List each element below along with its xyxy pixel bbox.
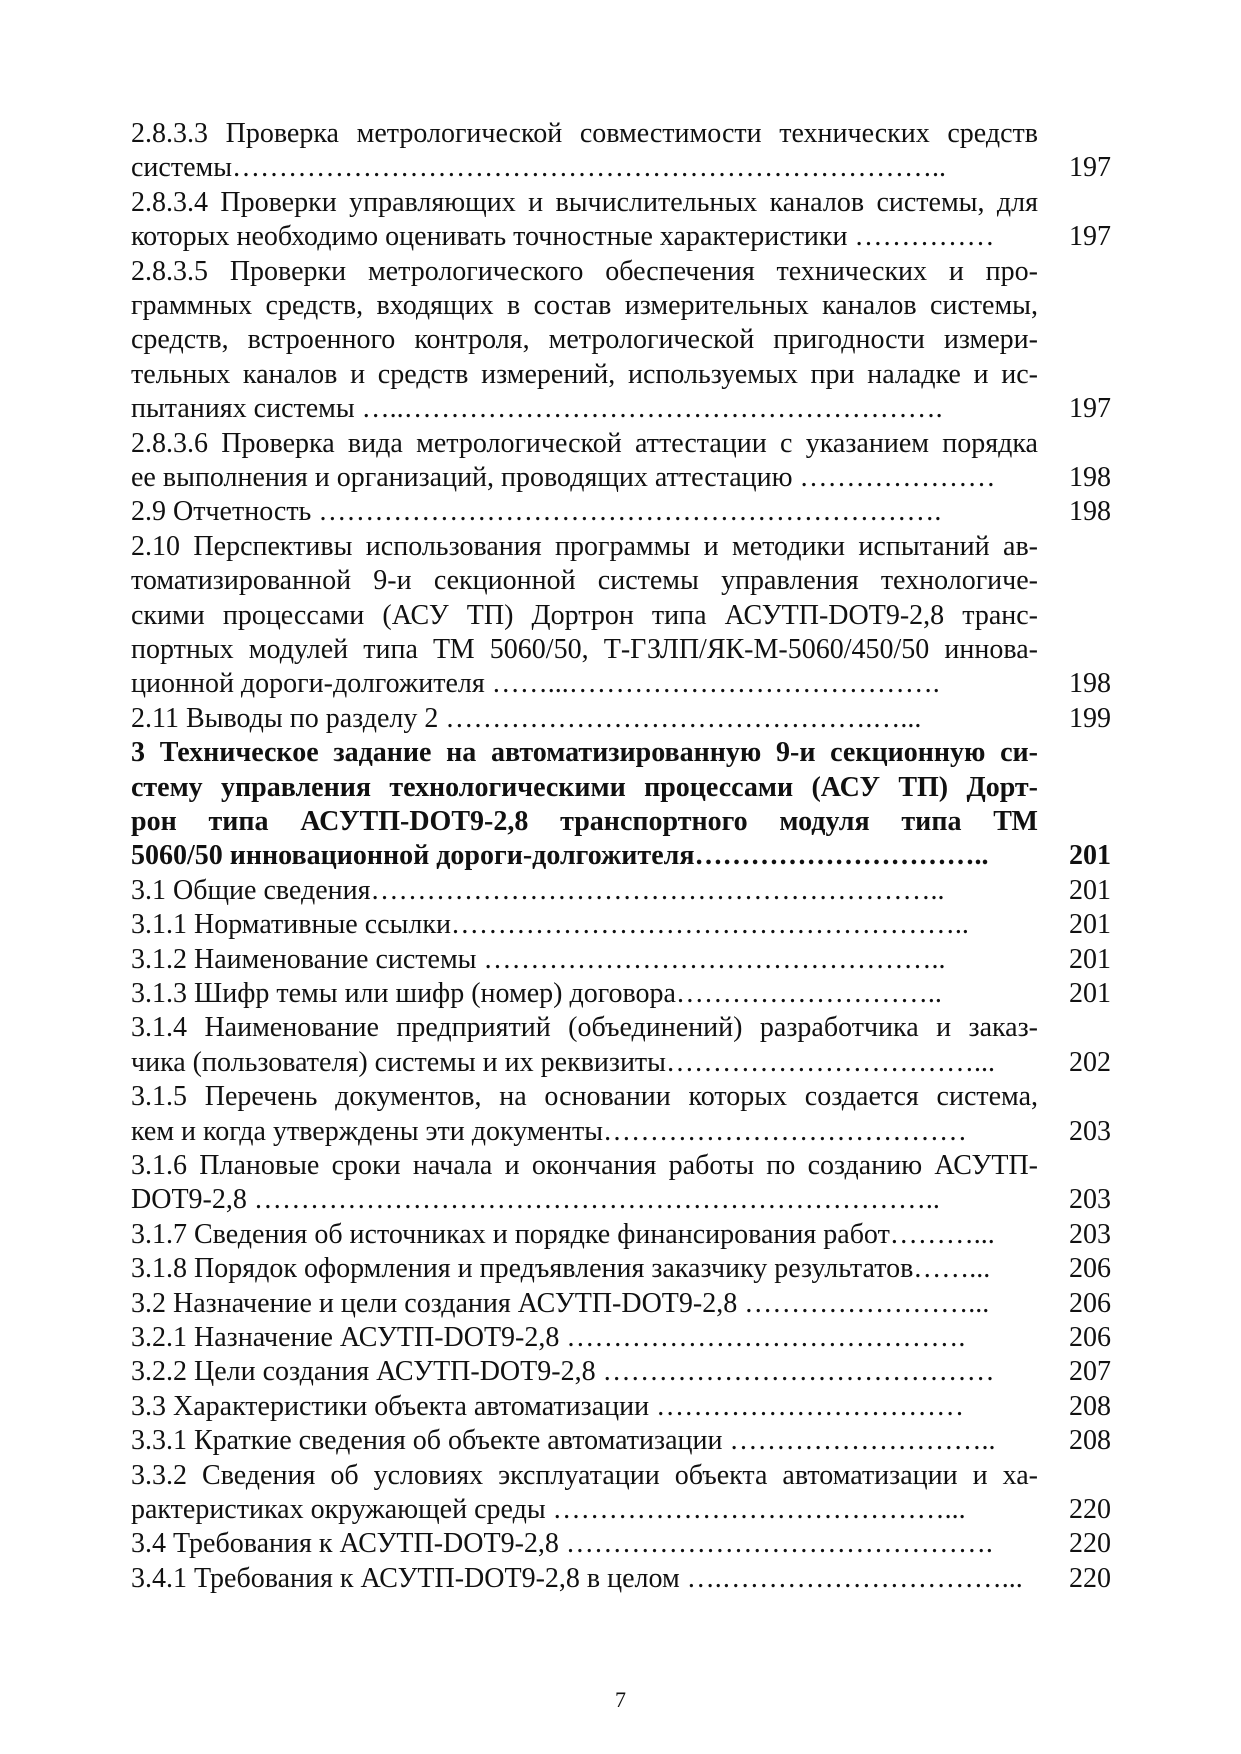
toc-entry	[131, 1424, 1111, 1458]
toc-entry-line: 2.8.3.5 Проверки метрологического обеспечения технических и про-	[131, 255, 1038, 287]
toc-entry	[131, 1390, 1111, 1424]
toc-entry-title	[131, 186, 1038, 255]
toc-entry-page: 201	[1069, 840, 1111, 872]
toc-entry-title	[131, 1149, 1038, 1218]
toc-entry	[131, 255, 1111, 427]
toc-entry-title	[131, 1011, 1038, 1080]
toc-entry-line: 2.10 Перспективы использования программы и методики испытаний ав-	[131, 530, 1038, 562]
toc-entry-line: 3.1.2 Наименование системы …………………………………………..	[131, 943, 946, 975]
toc-entry-page: 198	[1069, 496, 1111, 528]
toc-entry-page: 201	[1069, 909, 1111, 941]
toc-entry-line: 3.1.1 Нормативные ссылки………………………………………………..	[131, 909, 969, 941]
toc-entry-line: 2.11 Выводы по разделу 2 ……………………………………….…...	[131, 702, 922, 734]
toc-entry-page: 201	[1069, 874, 1111, 906]
toc-entry-line: 2.9 Отчетность ………………………………………………………….	[131, 496, 942, 528]
toc-entry-page: 201	[1069, 977, 1111, 1009]
toc-entry-line: 3.4.1 Требования к АСУТП-DOT9-2,8 в целом ….…………………………...	[131, 1562, 1023, 1594]
toc-entry	[131, 1252, 1111, 1286]
toc-entry-page: 201	[1069, 943, 1111, 975]
toc-entry-title	[131, 1459, 1038, 1528]
toc-entry-page: 203	[1069, 1115, 1111, 1147]
toc-entry-page: 206	[1069, 1321, 1111, 1353]
toc-entry-line: 3.2.1 Назначение АСУТП-DOT9-2,8 …………………………………….	[131, 1321, 966, 1353]
toc-entry	[131, 874, 1111, 908]
toc-entry-title	[131, 1355, 1038, 1389]
toc-entry-line: ее выполнения и организаций, проводящих аттестацию …………………	[131, 461, 996, 493]
toc-entry-page: 198	[1069, 668, 1111, 700]
toc-entry-title	[131, 495, 1038, 529]
toc-entry-title	[131, 255, 1038, 427]
toc-entry-title	[131, 1218, 1038, 1252]
toc-entry-title	[131, 530, 1038, 702]
toc-entry	[131, 1562, 1111, 1596]
toc-entry-page: 199	[1069, 702, 1111, 734]
toc-entry	[131, 495, 1111, 529]
toc-entry-line: 3.1.3 Шифр темы или шифр (номер) договора………………………..	[131, 977, 942, 1009]
toc-entry-line: 2.8.3.4 Проверки управляющих и вычислительных каналов системы, для	[131, 186, 1038, 218]
toc-entry-page: 203	[1069, 1218, 1111, 1250]
toc-entry-title	[131, 702, 1038, 736]
toc-entry-title	[131, 1390, 1038, 1424]
toc-entry-line: 3.1.5 Перечень документов, на основании которых создается система,	[131, 1081, 1038, 1113]
toc-entry-title	[131, 1527, 1038, 1561]
page-number: 7	[615, 1687, 626, 1712]
toc-entry-line: 3.1.8 Порядок оформления и предъявления заказчику результатов……...	[131, 1253, 991, 1285]
toc-entry-line: 3.3.2 Сведения об условиях эксплуатации объекта автоматизации и ха-	[131, 1459, 1038, 1491]
toc-entry-title	[131, 1080, 1038, 1149]
toc-entry-page: 197	[1069, 393, 1111, 425]
toc-entry-title	[131, 943, 1038, 977]
toc-entry-title	[131, 1562, 1038, 1596]
toc-entry-title	[131, 874, 1038, 908]
toc-entry-line: ционной дороги-долгожителя ……...………………………………….	[131, 668, 940, 700]
toc-entry-line: 3.2.2 Цели создания АСУТП-DOT9-2,8 ……………………………………	[131, 1356, 995, 1388]
toc-entry	[131, 1218, 1111, 1252]
toc-entry-line: DOT9-2,8 ………………………………………………………………..	[131, 1184, 940, 1216]
toc-entry-title	[131, 736, 1038, 874]
toc-entry-line: портных модулей типа ТМ 5060/50, Т-ГЗЛП/ЯК-М-5060/450/50 иннова-	[131, 633, 1038, 665]
toc-entry-title	[131, 977, 1038, 1011]
toc-entry-line: скими процессами (АСУ ТП) Дортрон типа АСУТП-DOT9-2,8 транс-	[131, 599, 1038, 631]
toc-entry-line: пытаниях системы …..………………………………………………….	[131, 393, 943, 425]
toc-entry-page: 198	[1069, 461, 1111, 493]
toc-entry-line: томатизированной 9-и секционной системы управления технологиче-	[131, 565, 1038, 597]
toc-entry-page: 220	[1069, 1562, 1111, 1594]
toc-entry-line: 3.1.6 Плановые сроки начала и окончания работы по созданию АСУТП-	[131, 1149, 1038, 1181]
toc-entry	[131, 702, 1111, 736]
toc-entry	[131, 943, 1111, 977]
toc-entry-line: рактеристиках окружающей среды ……………………………………...	[131, 1493, 966, 1525]
toc-entry-page: 206	[1069, 1253, 1111, 1285]
toc-entry-title	[131, 1424, 1038, 1458]
toc-entry-page: 208	[1069, 1390, 1111, 1422]
toc-entry-line: стему управления технологическими процессами (АСУ ТП) Дорт-	[131, 771, 1038, 803]
toc-entry-line: 2.8.3.3 Проверка метрологической совместимости технических средств	[131, 118, 1038, 149]
toc-entry	[131, 1527, 1111, 1561]
toc-entry	[131, 530, 1111, 702]
toc-entry	[131, 427, 1111, 496]
toc-entry-line: которых необходимо оценивать точностные характеристики ……………	[131, 221, 995, 253]
toc-entry-title	[131, 427, 1038, 496]
toc-entry	[131, 1459, 1111, 1528]
toc-entry-page: 197	[1069, 152, 1111, 184]
toc-entry-line: 3.4 Требования к АСУТП-DOT9-2,8 ……………………………………….	[131, 1528, 993, 1560]
toc-entry-line: чика (пользователя) системы и их реквизиты……………………………...	[131, 1046, 995, 1078]
toc-entry-page: 208	[1069, 1425, 1111, 1457]
toc-entry	[131, 1011, 1111, 1080]
toc-entry-line: 3.3 Характеристики объекта автоматизации ……………………………	[131, 1390, 965, 1422]
toc-entry-page: 203	[1069, 1184, 1111, 1216]
toc-entry-title	[131, 1321, 1038, 1355]
toc-entry	[131, 908, 1111, 942]
toc-entry	[131, 186, 1111, 255]
toc-entry-line: 3.1.4 Наименование предприятий (объединений) разработчика и заказ-	[131, 1012, 1038, 1044]
toc-entry-line: кем и когда утверждены эти документы…………………………………	[131, 1115, 968, 1147]
toc-entry-page: 206	[1069, 1287, 1111, 1319]
toc-entry-line: 3.2 Назначение и цели создания АСУТП-DOT9-2,8 ……………………...	[131, 1287, 990, 1319]
toc-entry-title	[131, 1287, 1038, 1321]
toc-entry-line: 2.8.3.6 Проверка вида метрологической аттестации с указанием порядка	[131, 427, 1038, 459]
toc-entry-line: системы…………………………………………………………………..	[131, 152, 947, 184]
toc-entry-line: 3.1.7 Сведения об источниках и порядке финансирования работ………...	[131, 1218, 995, 1250]
toc-entry-page: 220	[1069, 1528, 1111, 1560]
toc-entry-line: рон типа АСУТП-DOT9-2,8 транспортного модуля типа ТМ	[131, 805, 1038, 837]
toc-entry-line: 5060/50 инновационной дороги-долгожителя…………………………..	[131, 840, 989, 872]
toc-entry-page: 202	[1069, 1046, 1111, 1078]
toc-entry-line: средств, встроенного контроля, метрологической пригодности измери-	[131, 324, 1038, 356]
toc-entry-page: 220	[1069, 1493, 1111, 1525]
toc-entry-line: 3.3.1 Краткие сведения об объекте автоматизации ………………………..	[131, 1425, 996, 1457]
toc-entry-page: 207	[1069, 1356, 1111, 1388]
toc-entry	[131, 1149, 1111, 1218]
toc-entry	[131, 1287, 1111, 1321]
toc-entry	[131, 117, 1111, 186]
toc-entry-title	[131, 117, 1038, 186]
toc-entry-line: 3 Техническое задание на автоматизированную 9-и секционную си-	[131, 737, 1038, 769]
table-of-contents	[131, 117, 1111, 1596]
toc-entry	[131, 977, 1111, 1011]
toc-entry	[131, 1080, 1111, 1149]
toc-entry	[131, 736, 1111, 874]
toc-entry-line: тельных каналов и средств измерений, используемых при наладке и ис-	[131, 358, 1038, 390]
toc-entry-title	[131, 908, 1038, 942]
toc-entry-page: 197	[1069, 221, 1111, 253]
toc-entry-line: 3.1 Общие сведения……………………………………………………..	[131, 874, 945, 906]
toc-entry	[131, 1355, 1111, 1389]
toc-entry-line: граммных средств, входящих в состав измерительных каналов системы,	[131, 289, 1038, 321]
toc-entry	[131, 1321, 1111, 1355]
toc-entry-title	[131, 1252, 1038, 1286]
